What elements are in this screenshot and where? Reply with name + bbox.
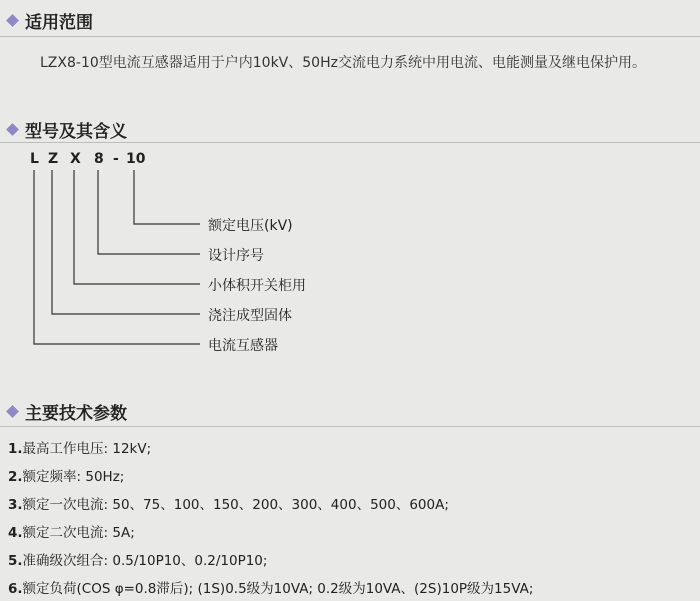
param-line xyxy=(8,577,533,597)
meaning-cast-solid: 浇注成型固体 xyxy=(208,308,292,324)
param-number: 1. xyxy=(8,441,23,457)
scope-paragraph: LZX8-10型电流互感器适用于户内10kV、50Hz交流电力系统中用电流、电能测量及继电保护用。 xyxy=(40,55,646,71)
code-digit-8: 8 xyxy=(94,151,104,167)
connector-line xyxy=(134,170,200,224)
meaning-current-transformer: 电流互感器 xyxy=(208,338,278,354)
param-line xyxy=(8,521,135,541)
divider xyxy=(0,426,700,427)
param-number: 5. xyxy=(8,553,23,569)
connector-line xyxy=(74,170,200,284)
param-text: 额定频率: 50Hz; xyxy=(22,469,125,485)
meaning-compact-switchgear: 小体积开关柜用 xyxy=(208,278,306,294)
connector-line xyxy=(98,170,200,254)
param-line xyxy=(8,493,449,513)
param-text: 准确级次组合: 0.5/10P10、0.2/10P10; xyxy=(22,553,268,569)
code-letter-x: X xyxy=(70,151,81,167)
param-number: 3. xyxy=(8,497,23,513)
param-number: 2. xyxy=(8,469,23,485)
meaning-design-serial: 设计序号 xyxy=(208,248,264,264)
section-title: 型号及其含义 xyxy=(25,122,127,142)
param-line xyxy=(8,465,124,485)
code-letter-z: Z xyxy=(48,151,59,167)
param-number: 4. xyxy=(8,525,23,541)
connector-line xyxy=(34,170,200,344)
code-dash: - xyxy=(113,151,119,167)
meaning-rated-voltage: 额定电压(kV) xyxy=(208,218,293,234)
param-line xyxy=(8,549,267,569)
diamond-bullet-icon xyxy=(6,405,19,418)
param-text: 最高工作电压: 12kV; xyxy=(22,441,152,457)
code-letter-l: L xyxy=(30,151,39,167)
section-heading-params xyxy=(8,399,127,424)
section-title: 适用范围 xyxy=(25,13,93,33)
param-number: 6. xyxy=(8,581,23,597)
param-line xyxy=(8,437,151,457)
code-voltage-10: 10 xyxy=(126,151,146,167)
param-text: 额定一次电流: 50、75、100、150、200、300、400、500、600A; xyxy=(22,497,449,513)
param-text: 额定负荷(COS φ=0.8滞后); (1S)0.5级为10VA; 0.2级为10VA、(2S)10P级为15VA; xyxy=(22,581,534,597)
param-text: 额定二次电流: 5A; xyxy=(22,525,135,541)
section-title: 主要技术参数 xyxy=(25,404,127,424)
